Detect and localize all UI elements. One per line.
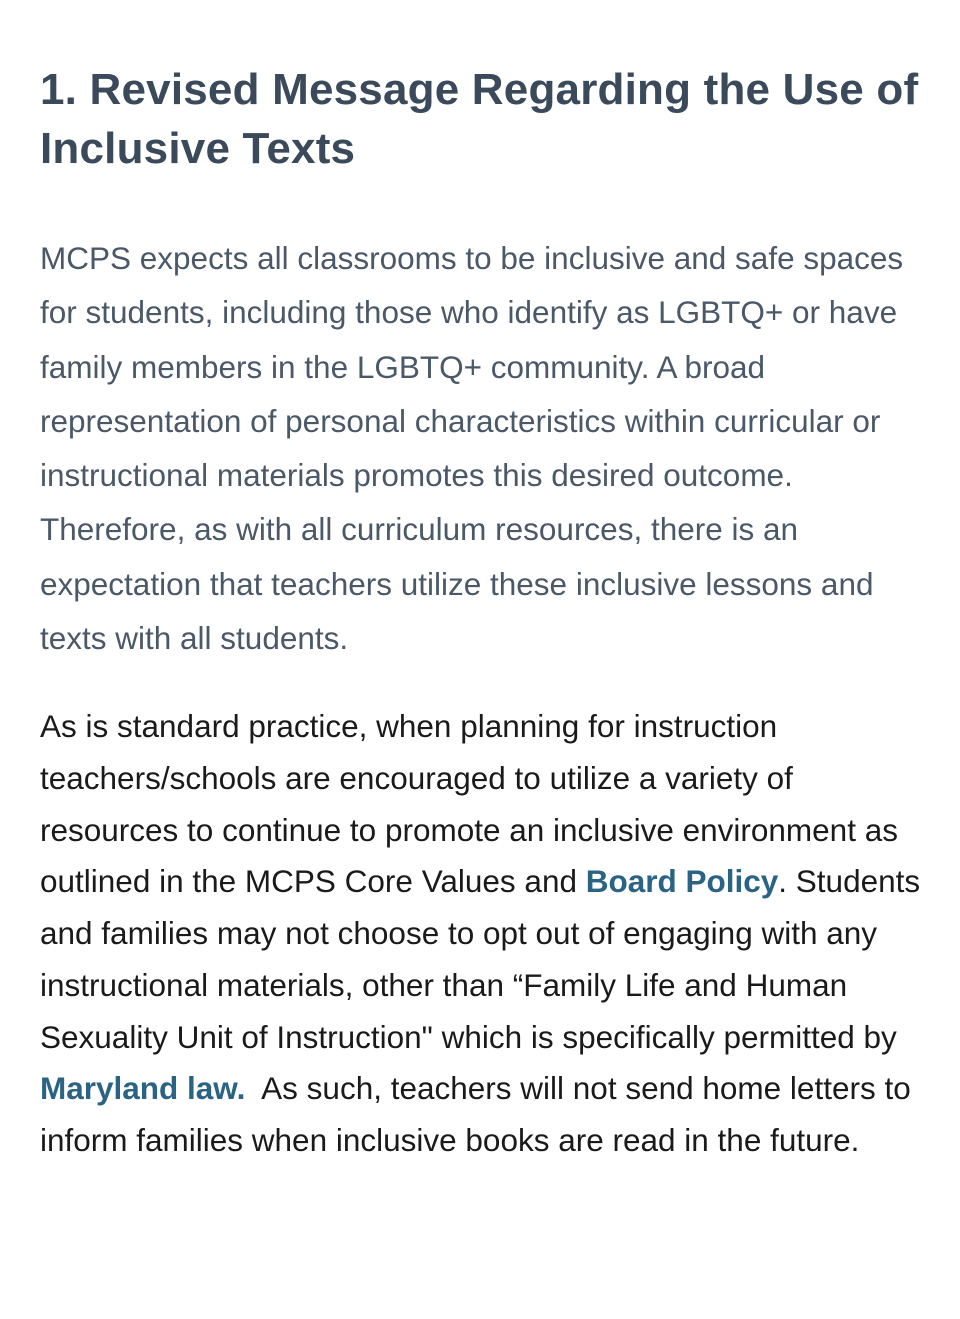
- paragraph-text-segment: . Students and families may not choose to opt out of engaging with any instructional materials, other than “Family Life and Human Sexuality Unit of Instruction" which is specifically permitted by: [40, 863, 921, 1055]
- paragraph-inclusive-expectation: MCPS expects all classrooms to be inclusive and safe spaces for students, including those who identify as LGBTQ+ or have family members in the LGBTQ+ community. A broad representation of personal characteristics within curricular or instructional materials promotes this desired outcome. Therefore, as with all curriculum resources, there is an expectation that teachers utilize these inclusive lessons and texts with all students.: [40, 240, 904, 657]
- paragraph-text-segment: As is standard practice, when planning for instruction teachers/schools are encouraged to utilize a variety of resources to continue to promote an inclusive environment as outlined in the MCPS Core Values and: [40, 708, 898, 900]
- article-heading: 1. Revised Message Regarding the Use of Inclusive Texts: [40, 65, 919, 173]
- paragraph-standard-practice: [40, 701, 930, 1166]
- paragraph-text-segment: As such, teachers will not send home letters to inform families when inclusive books are read in the future.: [40, 1070, 920, 1158]
- board-policy-link[interactable]: Board Policy: [585, 863, 779, 900]
- maryland-law-link[interactable]: Maryland law.: [40, 1070, 246, 1107]
- article: [40, 60, 930, 1167]
